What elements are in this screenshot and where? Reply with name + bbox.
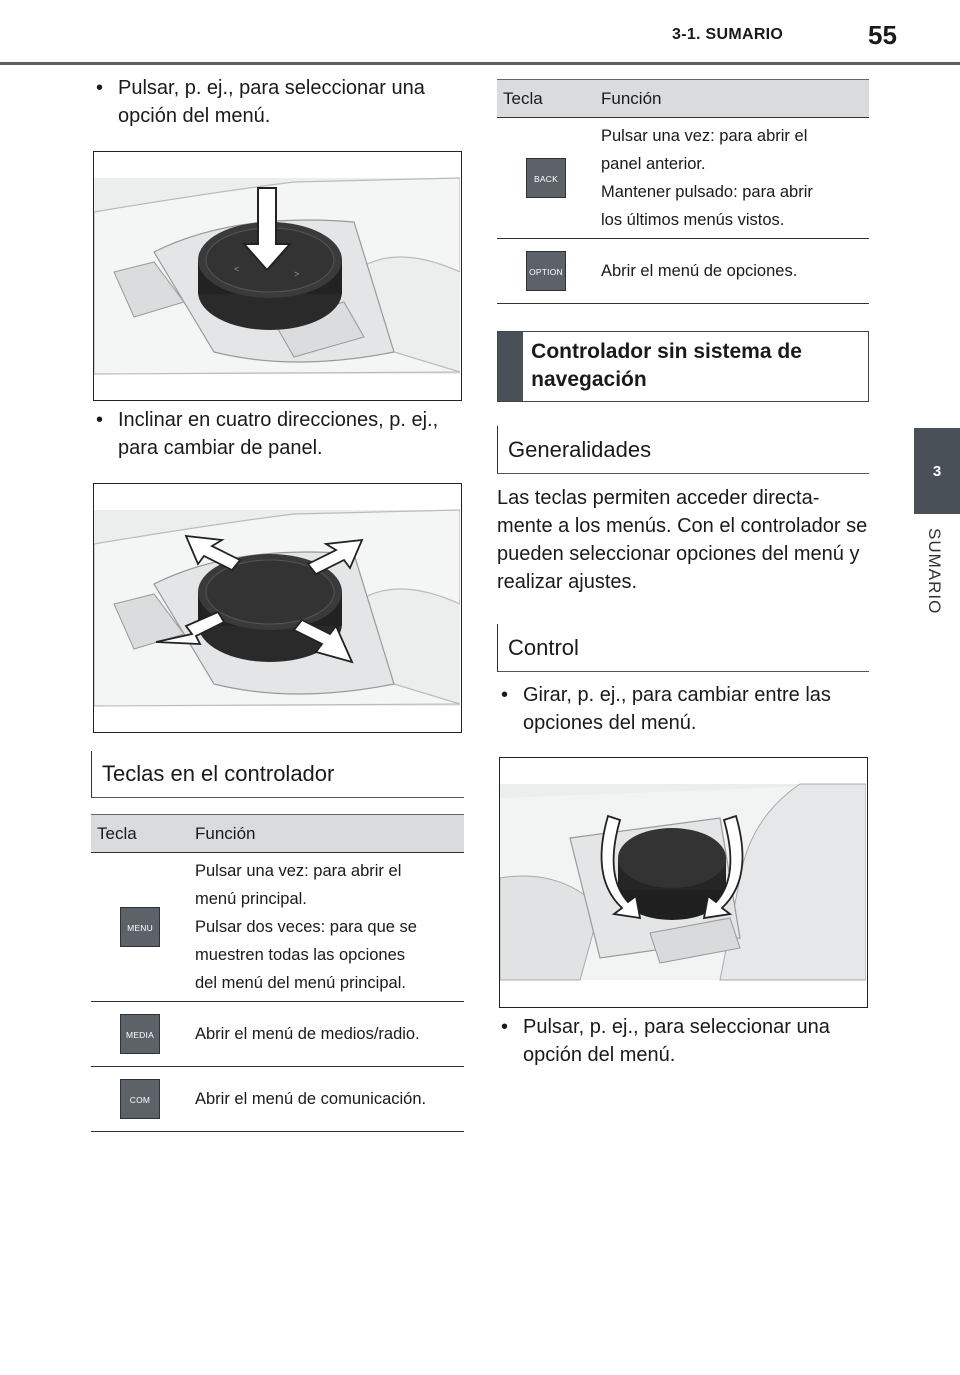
general-paragraph: Las teclas permiten acceder directa-mente a los menús. Con el controlador se pueden seleccionar opciones del menú y realizar ajustes. (497, 487, 868, 593)
table-row (91, 853, 464, 1002)
header-rule (0, 62, 960, 65)
section-heading-keys (91, 751, 464, 798)
bullet-tilt: • Inclinar en cuatro direcciones, p. ej., para cambiar de panel. (92, 406, 462, 462)
section-heading-general (497, 426, 869, 474)
media-key-icon: MEDIA (120, 1014, 160, 1054)
function-line: Pulsar una vez: para abrir el (601, 127, 808, 145)
function-line: panel anterior. (601, 155, 706, 173)
keys-table-left (91, 814, 464, 1132)
function-line: del menú del menú principal. (195, 974, 406, 992)
col-function-header: Función (595, 80, 869, 118)
col-key-header: Tecla (497, 80, 595, 118)
table-row (91, 1002, 464, 1067)
bullet-turn: • Girar, p. ej., para cambiar entre las opciones del menú. (497, 681, 869, 737)
chapter-tab[interactable] (914, 428, 960, 514)
col-function-header: Función (189, 815, 464, 853)
table-row (497, 239, 869, 304)
heading-bar (498, 332, 523, 401)
figure-controller-tilt (93, 483, 462, 733)
bullet-press-2: • Pulsar, p. ej., para seleccionar una opción del menú. (497, 1013, 869, 1069)
col-key-header: Tecla (91, 815, 189, 853)
subchapter-heading-text: Controlador sin sistema de navegación (531, 340, 802, 391)
section-heading-keys-text: Teclas en el controlador (102, 761, 335, 786)
table-row (91, 1067, 464, 1132)
function-line: Abrir el menú de comunicación. (195, 1090, 427, 1108)
menu-key-icon: MENU (120, 907, 160, 947)
bullet-press: • Pulsar, p. ej., para seleccionar una opción del menú. (92, 74, 462, 130)
function-line: Mantener pulsado: para abrir (601, 183, 813, 201)
back-key-icon: BACK (526, 158, 566, 198)
controller-tilt-illustration (94, 484, 460, 731)
function-line: Pulsar dos veces: para que se (195, 918, 417, 936)
svg-text:<: < (234, 264, 240, 274)
chapter-number: 3 (932, 462, 942, 480)
function-line: los últimos menús vistos. (601, 211, 785, 229)
function-line: menú principal. (195, 890, 307, 908)
controller-turn-illustration (500, 758, 866, 1006)
figure-controller-turn (499, 757, 868, 1008)
function-line: Abrir el menú de opciones. (601, 262, 798, 280)
function-line: Pulsar una vez: para abrir el (195, 862, 402, 880)
section-heading-general-text: Generalidades (508, 436, 652, 462)
page-number: 55 (868, 20, 897, 50)
com-key-icon: COM (120, 1079, 160, 1119)
function-line: Abrir el menú de medios/radio. (195, 1025, 420, 1043)
figure-controller-press (93, 151, 462, 401)
svg-text:>: > (294, 269, 300, 279)
section-heading-control-text: Control (508, 634, 579, 660)
chapter-label: SUMARIO (925, 528, 944, 615)
section-title: 3-1. SUMARIO (672, 26, 784, 43)
option-key-icon: OPTION (526, 251, 566, 291)
section-heading-control (497, 624, 869, 672)
table-row (497, 118, 869, 239)
subchapter-heading (497, 331, 869, 402)
function-line: muestren todas las opciones (195, 946, 406, 964)
keys-table-right (497, 79, 869, 304)
controller-press-illustration (94, 152, 460, 399)
